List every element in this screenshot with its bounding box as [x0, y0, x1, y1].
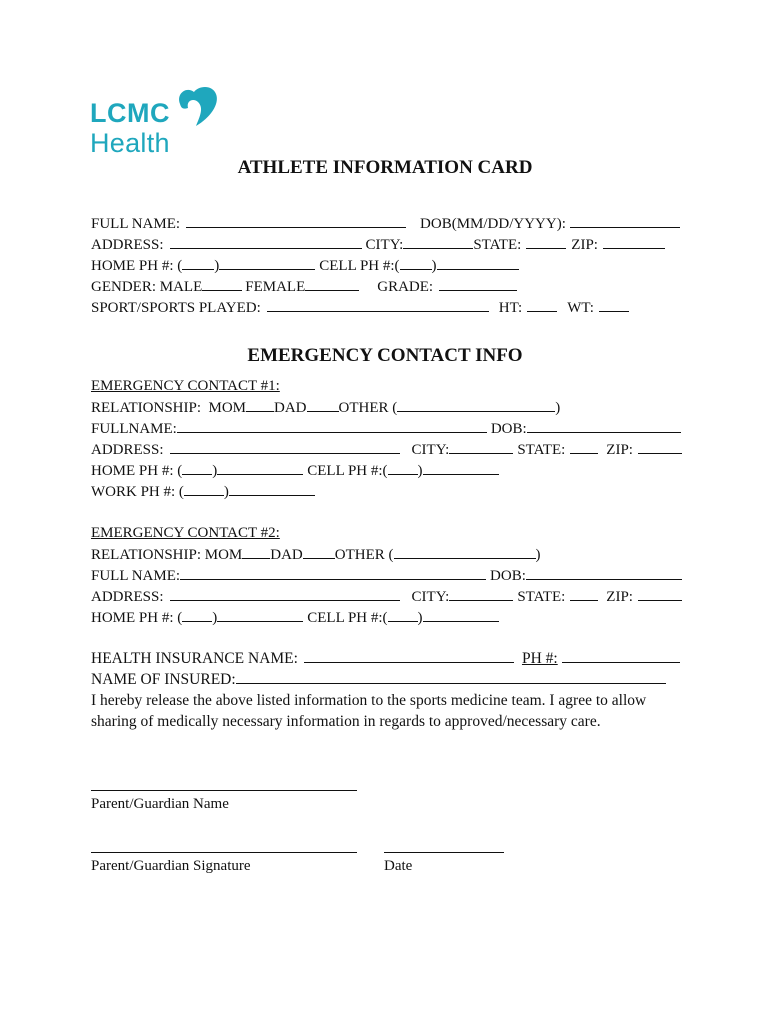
- ec2-other-label: OTHER (: [334, 547, 394, 563]
- ec2-address-label: ADDRESS:: [91, 589, 164, 605]
- sports-label: SPORT/SPORTS PLAYED:: [91, 300, 261, 316]
- ec2-zip-label: ZIP:: [606, 589, 633, 605]
- heart-swirl-logo-icon: [172, 84, 222, 130]
- ec2-cell-ph-label: CELL PH #:(: [307, 610, 388, 626]
- ec1-state-field[interactable]: [570, 440, 598, 454]
- ec1-fullname-field[interactable]: [177, 419, 487, 433]
- gender-female-label: FEMALE: [245, 279, 306, 295]
- home-ph-field[interactable]: [219, 256, 315, 270]
- ec1-mom-field[interactable]: [246, 398, 274, 412]
- ec1-cell-ph-field[interactable]: [423, 461, 499, 475]
- ht-field[interactable]: [527, 298, 557, 312]
- ec2-cell-ph-field[interactable]: [423, 608, 499, 622]
- logo-text-health: Health: [90, 128, 170, 158]
- insured-row: [91, 670, 666, 689]
- city-label: CITY:: [365, 237, 404, 253]
- guardian-name-line[interactable]: [91, 790, 357, 791]
- gender-female-field[interactable]: [305, 277, 359, 291]
- ec1-home-ph-field[interactable]: [217, 461, 303, 475]
- ec1-work-ph-row: WORK PH #: ( ): [91, 482, 315, 501]
- ec1-work-ph-label: WORK PH #: (: [91, 484, 184, 500]
- ec1-fullname-label: FULLNAME:: [91, 421, 177, 437]
- insurance-ph-field[interactable]: [562, 649, 680, 663]
- ec2-dob-label: DOB:: [490, 568, 526, 584]
- ec2-heading: EMERGENCY CONTACT #2:: [91, 525, 280, 541]
- release-paragraph: I hereby release the above listed information to the sports medicine team. I agree to allow sharing of medically necessary information in regards to approved/necessary care.: [91, 692, 647, 730]
- cell-ph-label: CELL PH #:(: [319, 258, 400, 274]
- date-line[interactable]: [384, 852, 504, 853]
- guardian-name-label: Parent/Guardian Name: [91, 796, 229, 812]
- ec1-mom-label: RELATIONSHIP: MOM: [91, 400, 247, 416]
- ec1-address-row: [91, 440, 682, 459]
- ec1-zip-label: ZIP:: [606, 442, 633, 458]
- insurance-name-field[interactable]: [304, 649, 514, 663]
- ec1-address-label: ADDRESS:: [91, 442, 164, 458]
- gender-male-label: GENDER: MALE: [91, 279, 203, 295]
- emergency-title: EMERGENCY CONTACT INFO: [247, 345, 523, 366]
- ec2-city-field[interactable]: [449, 587, 513, 601]
- full-name-row: [91, 214, 680, 233]
- ec1-dob-field[interactable]: [527, 419, 681, 433]
- wt-label: WT:: [567, 300, 594, 316]
- ec1-work-ph-area-field[interactable]: [184, 482, 224, 496]
- ec2-fullname-field[interactable]: [180, 566, 486, 580]
- date-label: Date: [384, 858, 413, 874]
- ec2-cell-ph-area-field[interactable]: [388, 608, 418, 622]
- home-ph-label: HOME PH #: (: [91, 258, 183, 274]
- cell-ph-area-field[interactable]: [400, 256, 432, 270]
- cell-ph-field[interactable]: [437, 256, 519, 270]
- ec1-work-ph-field[interactable]: [229, 482, 315, 496]
- ec1-city-label: CITY:: [411, 442, 450, 458]
- state-field[interactable]: [526, 235, 566, 249]
- guardian-signature-label: Parent/Guardian Signature: [91, 858, 251, 874]
- ec1-home-ph-label: HOME PH #: (: [91, 463, 183, 479]
- home-ph-area-field[interactable]: [182, 256, 214, 270]
- ec1-state-label: STATE:: [517, 442, 566, 458]
- ec2-address-field[interactable]: [170, 587, 400, 601]
- ec1-home-ph-area-field[interactable]: [182, 461, 212, 475]
- zip-label: ZIP:: [571, 237, 598, 253]
- insurance-row: [91, 649, 680, 668]
- guardian-signature-line[interactable]: [91, 852, 357, 853]
- ec2-mom-label: RELATIONSHIP: MOM: [91, 547, 243, 563]
- grade-label: GRADE:: [377, 279, 434, 295]
- dob-field[interactable]: [570, 214, 680, 228]
- grade-field[interactable]: [439, 277, 517, 291]
- full-name-field[interactable]: [186, 214, 406, 228]
- ec2-state-field[interactable]: [570, 587, 598, 601]
- ec2-dob-field[interactable]: [526, 566, 682, 580]
- gender-row: [91, 277, 517, 296]
- dob-label: DOB(MM/DD/YYYY):: [420, 216, 566, 232]
- ec2-address-row: [91, 587, 682, 606]
- ec1-cell-ph-label: CELL PH #:(: [307, 463, 388, 479]
- city-field[interactable]: [403, 235, 473, 249]
- sports-field[interactable]: [267, 298, 489, 312]
- address-field[interactable]: [170, 235, 362, 249]
- ec1-heading: EMERGENCY CONTACT #1:: [91, 378, 280, 394]
- lcmc-health-logo: [88, 84, 228, 164]
- full-name-label: FULL NAME:: [91, 216, 181, 232]
- insurance-name-label: HEALTH INSURANCE NAME:: [91, 650, 298, 667]
- ec2-dad-label: DAD: [270, 547, 303, 563]
- ec2-other-field[interactable]: [394, 545, 536, 559]
- ec1-other-field[interactable]: [397, 398, 555, 412]
- ec1-address-field[interactable]: [170, 440, 400, 454]
- ec2-state-label: STATE:: [517, 589, 566, 605]
- ec2-mom-field[interactable]: [242, 545, 270, 559]
- ec2-city-label: CITY:: [411, 589, 450, 605]
- state-label: STATE:: [473, 237, 522, 253]
- insured-label: NAME OF INSURED:: [91, 671, 236, 688]
- phone-row: HOME PH #: ( ) CELL PH #:( ): [91, 256, 519, 275]
- ec1-city-field[interactable]: [449, 440, 513, 454]
- ec1-dad-label: DAD: [274, 400, 307, 416]
- insurance-ph-label: PH #:: [521, 650, 558, 667]
- ec2-zip-field[interactable]: [638, 587, 682, 601]
- wt-field[interactable]: [599, 298, 629, 312]
- gender-male-field[interactable]: [202, 277, 242, 291]
- ht-label: HT:: [498, 300, 523, 316]
- logo-text-lcmc: LCMC: [90, 98, 170, 128]
- page-title: ATHLETE INFORMATION CARD: [237, 157, 533, 178]
- ec2-home-ph-area-field[interactable]: [182, 608, 212, 622]
- ec1-relationship-row: RELATIONSHIP: MOM DAD OTHER ( ): [91, 400, 561, 416]
- address-label: ADDRESS:: [91, 237, 164, 253]
- ec1-other-label: OTHER (: [338, 400, 398, 416]
- ec2-fullname-label: FULL NAME:: [91, 568, 181, 584]
- ec1-dob-label: DOB:: [490, 421, 527, 437]
- ec1-dad-field[interactable]: [307, 398, 339, 412]
- ec2-home-ph-field[interactable]: [217, 608, 303, 622]
- sports-row: [91, 298, 629, 317]
- ec1-cell-ph-area-field[interactable]: [388, 461, 418, 475]
- ec1-zip-field[interactable]: [638, 440, 682, 454]
- ec2-relationship-row: RELATIONSHIP: MOM DAD OTHER ( ): [91, 547, 541, 563]
- ec1-fullname-row: [91, 419, 681, 438]
- ec2-phone-row: HOME PH #: ( ) CELL PH #:( ): [91, 608, 499, 627]
- ec2-dad-field[interactable]: [303, 545, 335, 559]
- ec2-home-ph-label: HOME PH #: (: [91, 610, 183, 626]
- ec1-phone-row: HOME PH #: ( ) CELL PH #:( ): [91, 461, 499, 480]
- zip-field[interactable]: [603, 235, 665, 249]
- insured-field[interactable]: [236, 670, 666, 684]
- ec2-fullname-row: [91, 566, 682, 585]
- address-row: [91, 235, 665, 254]
